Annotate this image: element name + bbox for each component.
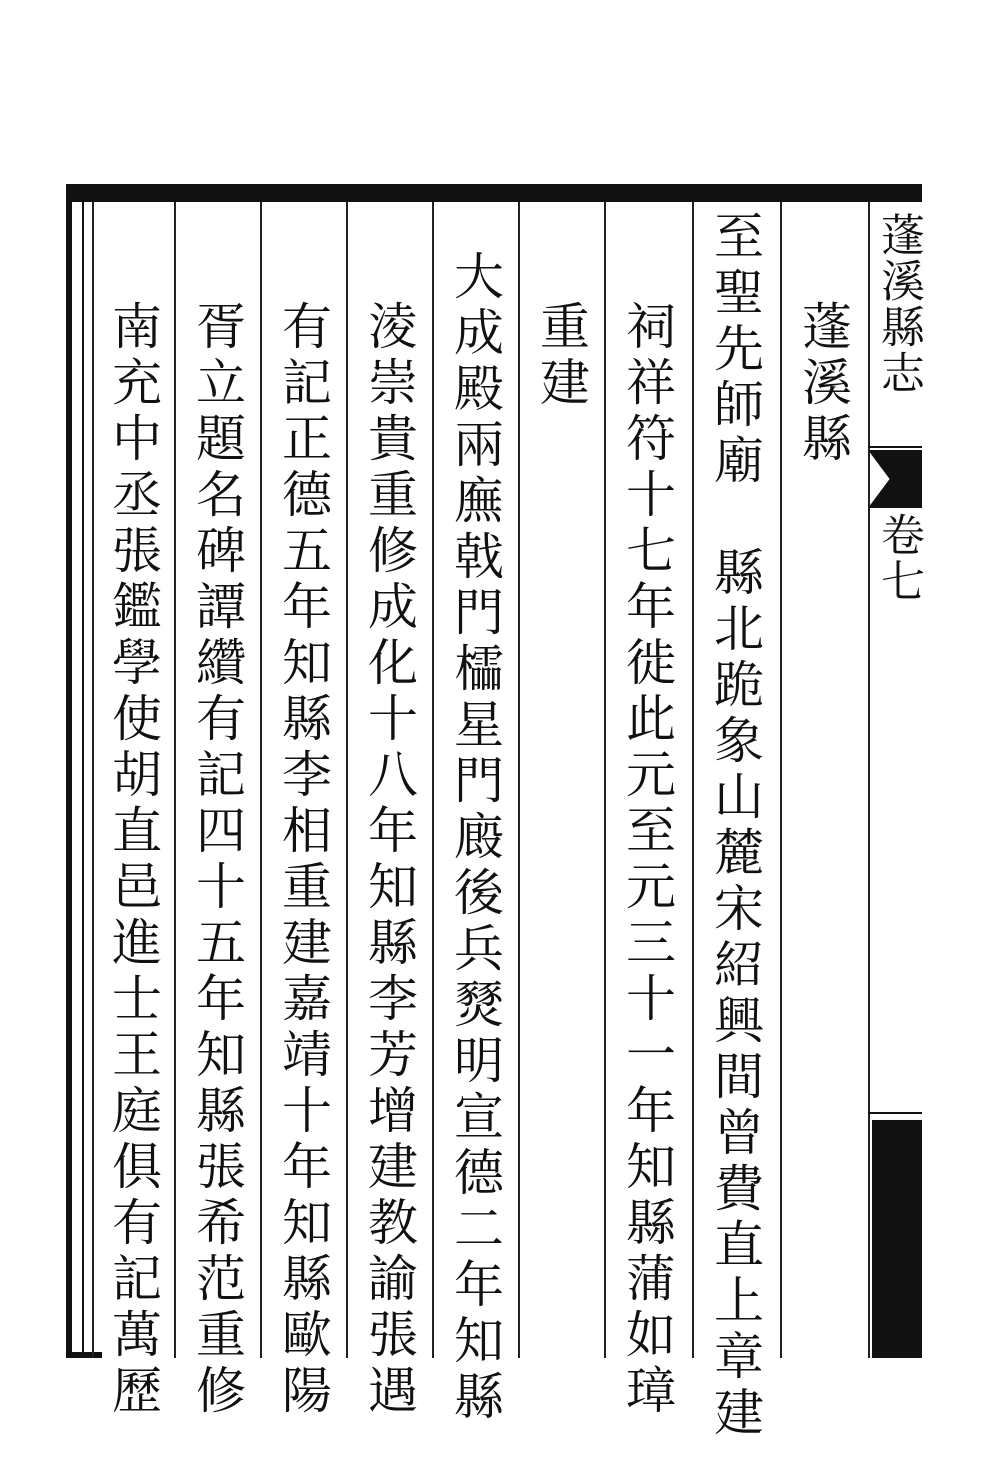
text-column: 祠祥符十七年徙此元至元三十一年知縣蒲如璋 bbox=[618, 300, 676, 1420]
column-rule bbox=[174, 202, 176, 1358]
fish-tail-line bbox=[868, 1112, 922, 1114]
column-rule bbox=[604, 202, 606, 1358]
column-rule bbox=[432, 202, 434, 1358]
column-rule bbox=[692, 202, 694, 1358]
text-column: 蓬溪縣 bbox=[794, 300, 852, 468]
text-column: 至聖先師廟 縣北跪象山麓宋紹興間曾費直上章建 bbox=[706, 210, 764, 1442]
text-column: 重建 bbox=[532, 300, 590, 412]
column-rule bbox=[780, 202, 782, 1358]
column-rule bbox=[868, 202, 870, 1358]
volume-label: 卷七 bbox=[873, 512, 924, 604]
fish-tail-mark bbox=[868, 450, 922, 508]
frame-bottom-corner bbox=[66, 1352, 102, 1358]
column-rule bbox=[346, 202, 348, 1358]
column-rule bbox=[92, 202, 94, 1358]
column-rule bbox=[518, 202, 520, 1358]
text-column: 南充中丞張鑑學使胡直邑進士王庭俱有記萬歷 bbox=[104, 300, 162, 1420]
text-column: 淩崇貴重修成化十八年知縣李芳增建教諭張遇 bbox=[360, 300, 418, 1420]
frame-left-inner-border bbox=[82, 198, 84, 1354]
margin-black-block bbox=[872, 1120, 922, 1358]
frame-top-inner-border bbox=[66, 198, 922, 202]
text-column: 胥立題名碑譚纘有記四十五年知縣張希范重修 bbox=[188, 300, 246, 1420]
book-title: 蓬溪縣志 bbox=[873, 212, 924, 396]
text-column: 大成殿兩廡戟門櫺星門廄後兵燹明宣德二年知縣 bbox=[446, 250, 504, 1426]
frame-left-border bbox=[66, 184, 72, 1358]
fish-tail-line bbox=[868, 446, 922, 448]
text-column: 有記正德五年知縣李相重建嘉靖十年知縣歐陽 bbox=[274, 300, 332, 1420]
frame-top-border bbox=[66, 184, 922, 198]
column-rule bbox=[260, 202, 262, 1358]
